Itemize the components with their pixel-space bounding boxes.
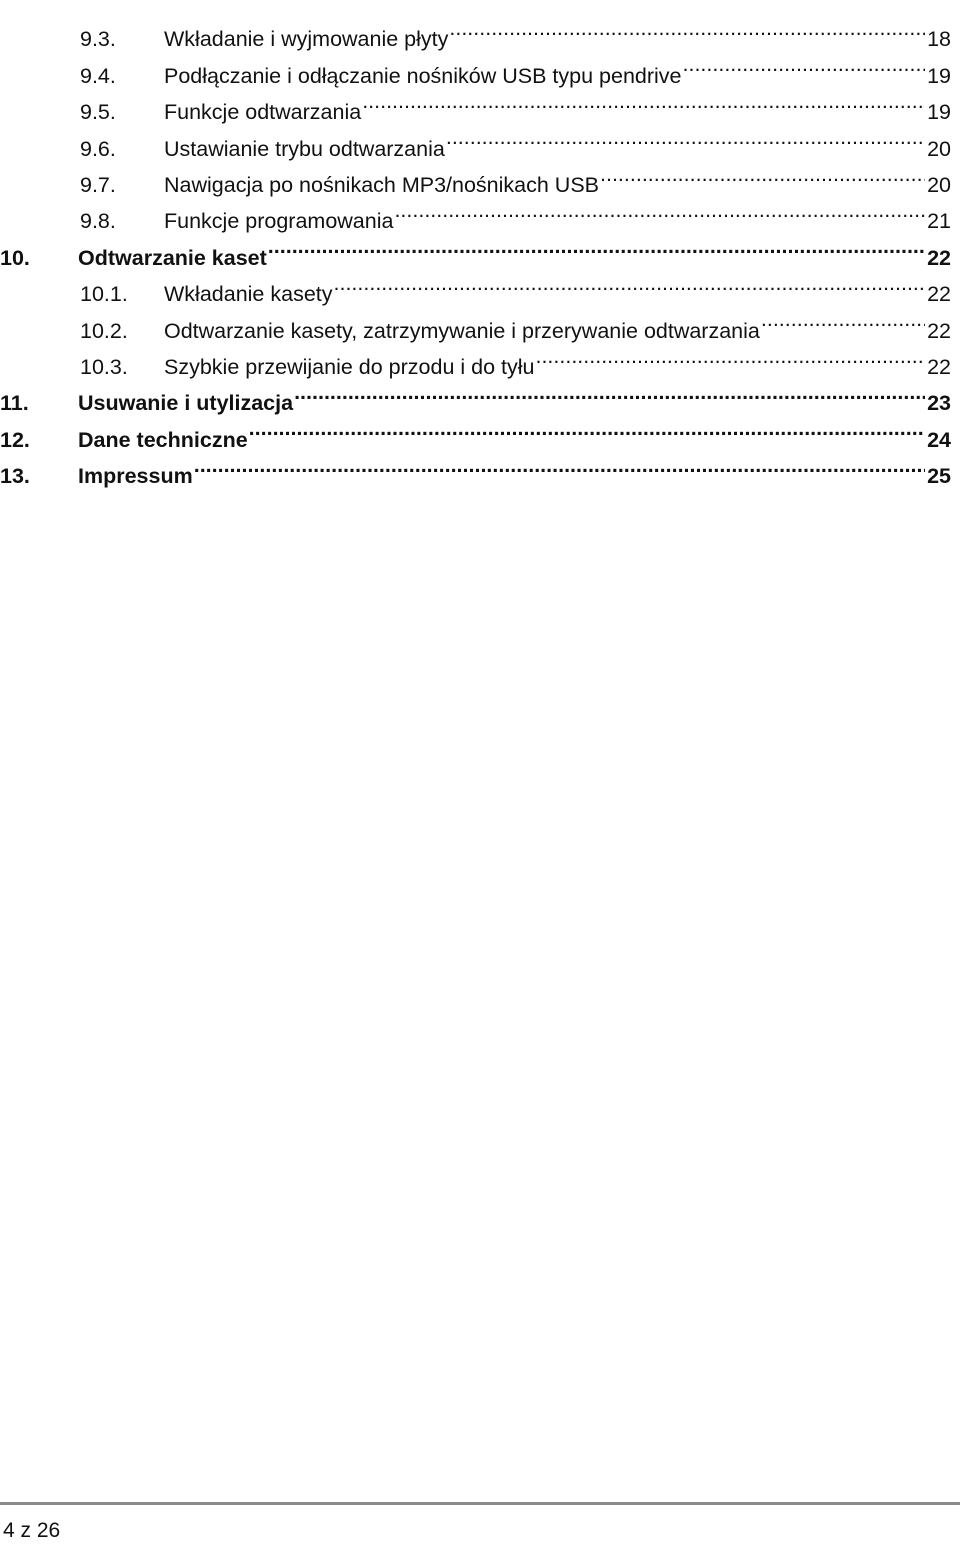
- toc-entry-9-3[interactable]: [0, 10, 951, 52]
- toc-entry-title: Ustawianie trybu odtwarzania: [164, 136, 445, 161]
- toc-dot-leader: [449, 10, 925, 46]
- toc-entry-number: 10.1.: [80, 282, 128, 307]
- toc-entry-page: 21: [927, 209, 951, 234]
- toc-entry-title: Wkładanie i wyjmowanie płyty: [164, 27, 449, 52]
- toc-entry-number: 9.6.: [80, 136, 116, 161]
- toc-dot-leader: [683, 46, 926, 82]
- toc-entry-number: 9.7.: [80, 172, 116, 197]
- toc-entry-number: 10.2.: [80, 318, 128, 343]
- toc-entry-page: 22: [927, 354, 951, 379]
- toc-dot-leader: [249, 410, 925, 446]
- toc-entry-title: Impressum: [78, 464, 193, 489]
- toc-entry-title: Dane techniczne: [78, 427, 248, 452]
- toc-entry-page: 19: [927, 100, 951, 125]
- table-of-contents: [0, 10, 951, 489]
- toc-entry-page: 25: [927, 464, 951, 489]
- toc-entry-page: 19: [927, 63, 951, 88]
- toc-dot-leader: [600, 156, 925, 192]
- toc-entry-title: Podłączanie i odłączanie nośników USB typu pendrive: [164, 63, 682, 88]
- toc-entry-number: 9.3.: [80, 27, 116, 52]
- toc-dot-leader: [446, 119, 925, 155]
- toc-entry-page: 24: [927, 427, 951, 452]
- toc-entry-title: Wkładanie kasety: [164, 282, 333, 307]
- toc-entry-number: 10.3.: [80, 354, 128, 379]
- toc-entry-number: 9.4.: [80, 63, 116, 88]
- toc-dot-leader: [761, 301, 925, 337]
- toc-entry-page: 20: [927, 172, 951, 197]
- toc-dot-leader: [394, 192, 925, 228]
- toc-entry-title: Nawigacja po nośnikach MP3/nośnikach USB: [164, 172, 600, 197]
- toc-dot-leader: [362, 83, 925, 119]
- toc-entry-title: Usuwanie i utylizacja: [78, 391, 294, 416]
- toc-entry-title: Funkcje odtwarzania: [164, 100, 362, 125]
- toc-entry-page: 18: [927, 27, 951, 52]
- toc-entry-page: 23: [927, 391, 951, 416]
- toc-dot-leader: [268, 228, 925, 264]
- toc-entry-title: Odtwarzanie kaset: [78, 245, 267, 270]
- toc-entry-title: Odtwarzanie kasety, zatrzymywanie i przerywanie odtwarzania: [164, 318, 760, 343]
- toc-entry-page: 22: [927, 245, 951, 270]
- toc-entry-number: 10.: [0, 245, 30, 270]
- toc-entry-page: 20: [927, 136, 951, 161]
- toc-entry-number: 12.: [0, 427, 30, 452]
- toc-entry-title: Szybkie przewijanie do przodu i do tyłu: [164, 354, 535, 379]
- toc-entry-page: 22: [927, 282, 951, 307]
- toc-entry-number: 9.5.: [80, 100, 116, 125]
- toc-entry-page: 22: [927, 318, 951, 343]
- footer-divider: [0, 1502, 960, 1505]
- toc-dot-leader: [535, 338, 925, 374]
- toc-entry-number: 13.: [0, 464, 30, 489]
- toc-entry-title: Funkcje programowania: [164, 209, 394, 234]
- toc-dot-leader: [294, 374, 925, 410]
- toc-dot-leader: [334, 265, 926, 301]
- toc-entry-number: 11.: [0, 391, 29, 416]
- page-number: 4 z 26: [3, 1519, 61, 1542]
- toc-entry-number: 9.8.: [80, 209, 116, 234]
- toc-dot-leader: [194, 447, 925, 483]
